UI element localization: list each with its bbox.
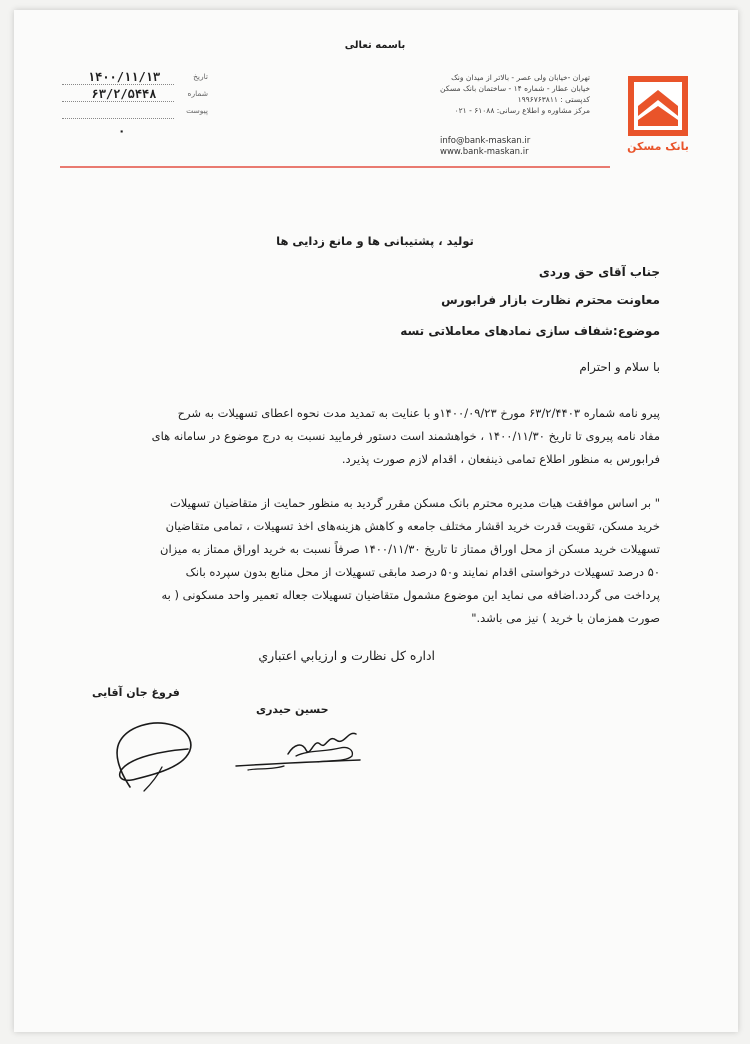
attachment-label: پیوست bbox=[186, 106, 208, 115]
date-dotted-line bbox=[62, 84, 174, 85]
signatory-2-name: حسین حیدری bbox=[256, 703, 329, 716]
greeting: با سلام و احترام bbox=[579, 360, 660, 374]
address-line: خیابان عطار - شماره ۱۴ - ساختمان بانک مسکن bbox=[440, 84, 590, 93]
number-dotted-line bbox=[62, 101, 174, 102]
number-label: شماره bbox=[187, 89, 208, 98]
bank-logo bbox=[628, 76, 688, 136]
number-value: ۶۳/۲/۵۴۴۸ bbox=[91, 87, 157, 101]
paragraph-line: مفاد نامه پیروی تا تاریخ ۱۴۰۰/۱۱/۳۰ ، خواهشمند است دستور فرمایید نسبت به درج موضوع در سامانه های bbox=[151, 429, 660, 443]
email-address: info@bank-maskan.ir bbox=[440, 136, 531, 146]
paragraph-line: ۵۰ درصد تسهیلات درخواستی اقدام نمایند و۵۰ درصد مابقی تسهیلات از محل منابع بدون سپرده بانک bbox=[185, 565, 660, 579]
paragraph-line: فرابورس به منظور اطلاع تمامی ذینفعان ، اقدام لازم صورت پذیرد. bbox=[341, 452, 660, 466]
recipient-title: معاونت محترم نظارت بازار فرابورس bbox=[441, 293, 660, 307]
basmala: باسمه تعالی bbox=[344, 40, 406, 51]
bank-contact bbox=[440, 136, 590, 158]
house-roof-icon bbox=[628, 76, 688, 136]
paragraph-line: پرداخت می گردد.اضافه می نماید این موضوع مشمول متقاضیان تسهیلات جعاله تعمیر واحد مسکونی ( به bbox=[161, 588, 660, 602]
bank-address bbox=[440, 72, 590, 116]
bank-name: بانک مسکن bbox=[627, 140, 689, 153]
header-divider bbox=[60, 166, 610, 168]
attachment-dotted-line bbox=[62, 118, 174, 119]
address-line: مرکز مشاوره و اطلاع رسانی: ۶۱۰۸۸ - ۰۲۱ bbox=[454, 106, 590, 115]
paragraph-line: خرید مسکن، تقویت قدرت خرید اقشار مختلف جامعه و کاهش هزینه‌های اخذ تسهیلات ، تمامی متقاضیان bbox=[165, 519, 660, 533]
website-address: www.bank-maskan.ir bbox=[440, 147, 529, 157]
attachment-value: ٠ bbox=[118, 124, 126, 138]
attachment-row bbox=[62, 104, 208, 121]
signature-1-image bbox=[92, 705, 212, 800]
recipient-name: جناب آقای حق وردی bbox=[538, 265, 660, 279]
letter-subject: موضوع:شفاف سازی نمادهای معاملاتی تسه bbox=[400, 324, 660, 338]
paragraph-line: پیرو نامه شماره ۶۳/۲/۴۴۰۳ مورخ ۱۴۰۰/۰۹/۲۳و با عنایت به تمدید مدت نحوه اعطای تسهیلات به شرح bbox=[177, 406, 660, 420]
slogan: تولید ، پشتیبانی ها و مانع زدایی ها bbox=[276, 234, 474, 248]
paragraph-line: " بر اساس موافقت هیات مدیره محترم بانک مسکن مقرر گردید به منظور حمایت از متقاضیان تسهیلات bbox=[169, 496, 660, 510]
address-line: کدپستی : ۱۹۹۶۷۶۳۸۱۱ bbox=[517, 95, 590, 104]
address-line: تهران -خیابان ولی عصر - بالاتر از میدان ونک bbox=[451, 73, 590, 82]
date-label: تاریخ bbox=[193, 72, 208, 81]
paragraph-2 bbox=[88, 492, 660, 630]
edge-stamp bbox=[700, 914, 722, 964]
letter-meta bbox=[62, 70, 208, 121]
signatory-1-name: فروغ جان آقایی bbox=[92, 686, 180, 699]
paragraph-line: تسهیلات خرید مسکن از محل اوراق ممتاز تا تاریخ ۱۴۰۰/۱۱/۳۰ صرفاً نسبت به خرید اوراق ممتاز به میزان bbox=[160, 542, 660, 556]
paragraph-1 bbox=[88, 402, 660, 471]
paragraph-line: صورت همزمان با خرید ) نیز می باشد." bbox=[471, 611, 660, 625]
signature-2-image bbox=[228, 724, 378, 780]
number-row bbox=[62, 87, 208, 104]
date-value: ۱۴۰۰/۱۱/۱۳ bbox=[87, 70, 161, 84]
department-name: اداره کل نظارت و ارزيابي اعتباري bbox=[258, 648, 435, 663]
date-row bbox=[62, 70, 208, 87]
